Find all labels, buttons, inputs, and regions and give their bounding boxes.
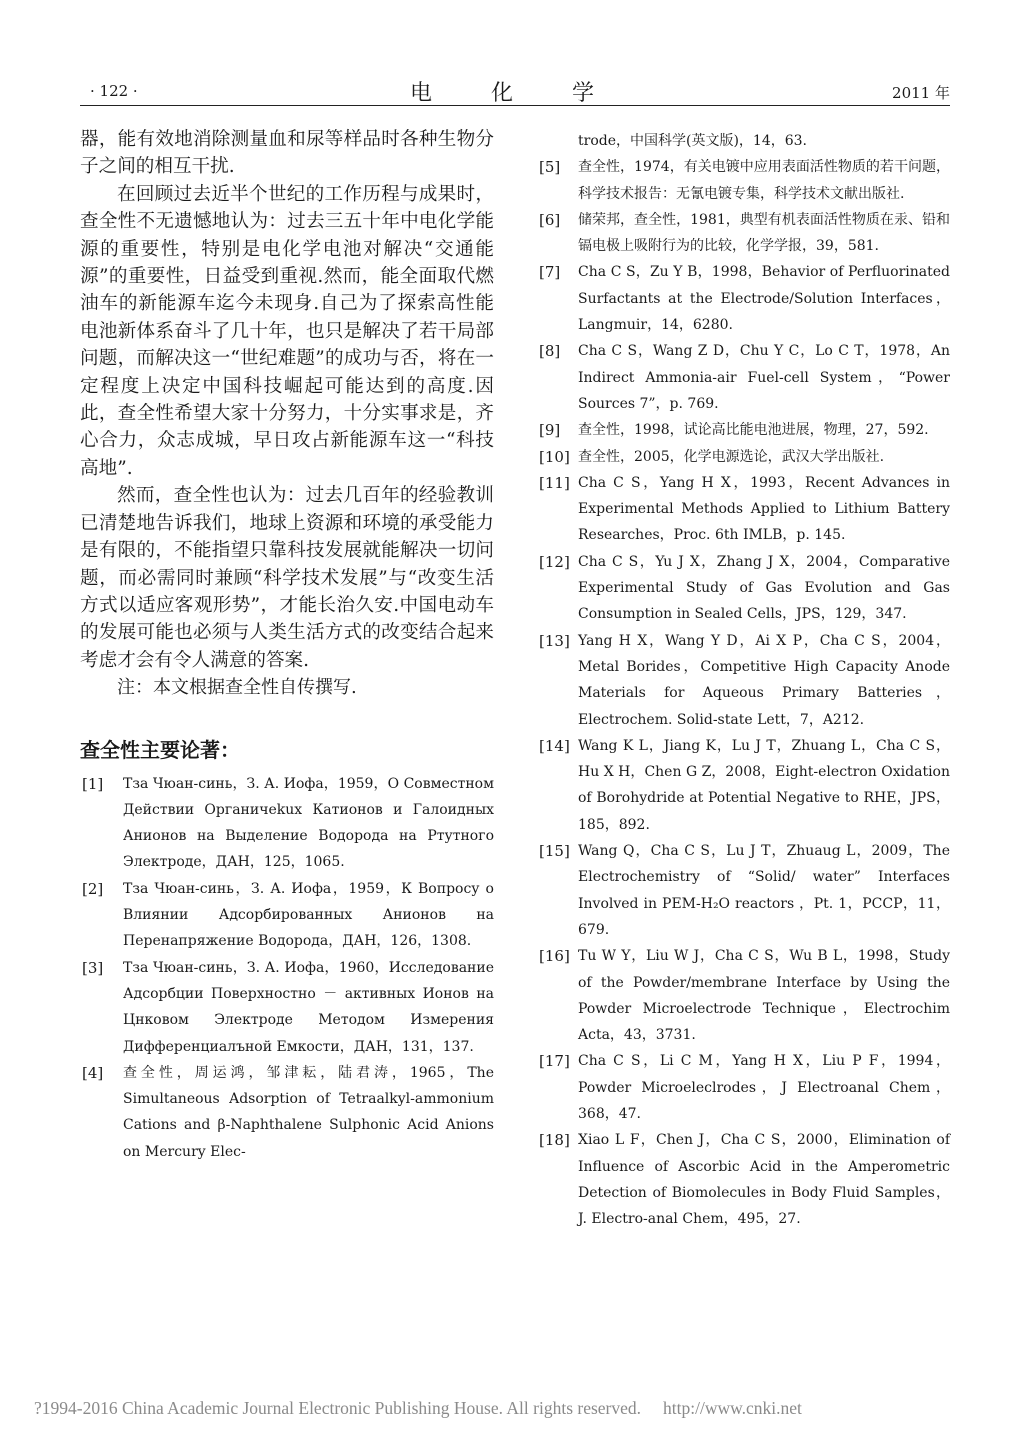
reference-list-right: [537, 154, 950, 1232]
body-text: [80, 126, 494, 702]
reference-item: [537, 417, 950, 443]
footer-link[interactable]: http://www.cnki.net: [663, 1398, 802, 1418]
reference-number: [9]: [539, 421, 561, 440]
reference-item: [80, 771, 494, 876]
reference-number: [2]: [82, 879, 104, 898]
reference-number: [6]: [539, 210, 561, 229]
reference-number: [12]: [539, 552, 570, 571]
reference-item: [537, 838, 950, 943]
reference-text: 查全性，周运鸿，邹津耘，陆君涛，1965，The Simultaneous Adsorption of Tetraalkyl-ammonium Cations and β-Naphthalene Sulphonic Acid Anions on Mercury Elec-: [123, 1064, 494, 1160]
page-footer: [34, 1398, 802, 1419]
reference-item: [537, 444, 950, 470]
reference-item: [80, 876, 494, 955]
reference-number: [4]: [82, 1063, 104, 1082]
left-column: [80, 126, 494, 1165]
reference-item: [537, 549, 950, 628]
copyright-notice: ?1994-2016 China Academic Journal Electronic Publishing House. All rights reserved.: [34, 1398, 642, 1418]
reference-number: [7]: [539, 263, 561, 282]
reference-number: [15]: [539, 842, 570, 861]
reference-item: [537, 628, 950, 733]
body-paragraph: 然而，查全性也认为：过去几百年的经验教训已清楚地告诉我们，地球上资源和环境的承受能力是有限的，不能指望只靠科技发展就能解决一切问题，而必需同时兼顾“科学技术发展”与“改变生活方式以适应客观形势”，才能长治久安.中国电动车的发展可能也必须与人类生活方式的改变结合起来考虑才会有令人满意的答案.: [80, 485, 494, 671]
reference-text: 查全性，1998，试论高比能电池进展，物理，27，592.: [578, 422, 929, 439]
reference-item: [80, 1060, 494, 1165]
reference-text: Cha C S，Yu J X，Zhang J X，2004，Comparative Experimental Study of Gas Evolution and Gas Consumption in Sealed Cells，JPS，129，347.: [578, 553, 950, 623]
reference-item: [537, 733, 950, 838]
reference-text: 储荣邦，查全性，1981，典型有机表面活性物质在汞、铅和镉电极上吸附行为的比较，化学学报，39，581.: [578, 211, 950, 255]
reference-item: [537, 207, 950, 260]
reference-item: [537, 943, 950, 1048]
reference-item: [537, 259, 950, 338]
reference-text: Yang H X，Wang Y D，Ai X P，Cha C S，2004，Metal Borides，Competitive High Capacity Anode Materials for Aqueous Primary Batteries，Electrochem. Solid-state Lett，7，A212.: [578, 632, 950, 728]
reference-text: Тза Чюан-синь，З. А. Иофа，1960，Исследование Адсорбции Поверхностно － активных Ионов на Цнковом Электроде Методом Измерения Дифференциалъной Емкости，ДАН，131，137.: [123, 959, 494, 1055]
reference-text: Тза Чюан-синь，З. А. Иофа，1959，О Совместном Действии Органичеkux Катионов и Галоидных Анионов на Выделение Водорода на Ртутного Электроде，ДАН，125，1065.: [123, 775, 494, 871]
reference-number: [13]: [539, 631, 570, 650]
header-rule: [80, 105, 950, 106]
reference-number: [17]: [539, 1052, 570, 1071]
reference-item: [537, 1127, 950, 1232]
reference-number: [18]: [539, 1131, 570, 1150]
reference-text: Wang K L，Jiang K，Lu J T，Zhuang L，Cha C S，Hu X H，Chen G Z，2008，Eight-electron Oxidation of Borohydride at Potential Negative to RHE，JPS，185，892.: [578, 737, 950, 833]
reference-text: Cha C S，Wang Z D，Chu Y C，Lo C T，1978，An Indirect Ammonia-air Fuel-cell System，“Power Sources 7”，p. 769.: [578, 343, 950, 412]
reference-number: [3]: [82, 958, 104, 977]
reference-number: [14]: [539, 736, 570, 755]
reference-text: Wang Q，Cha C S，Lu J T，Zhuaug L，2009，The Electrochemistry of “Solid/ water” Interfaces Involved in PEM-H₂O reactors ，Pt. 1，PCCP，11，679.: [578, 843, 950, 938]
author-note: 注：本文根据查全性自传撰写.: [117, 677, 357, 699]
reference-item: [537, 154, 950, 207]
reference-text: Xiao L F，Chen J，Cha C S，2000，Elimination of Influence of Ascorbic Acid in the Amperometric Detection of Biomolecules in Body Fluid Samples，J. Electro-anal Chem，495，27.: [578, 1132, 950, 1228]
reference-continuation: trode，中国科学(英文版)，14，63.: [578, 133, 807, 149]
reference-text: Тза Чюан-синь，З. А. Иофа，1959，К Вопросу о Влиянии Адсорбированных Анионов на Перенапряжение Водорода，ДАН，126，1308.: [123, 880, 494, 950]
reference-text: Tu W Y，Liu W J，Cha C S，Wu B L，1998，Study of the Powder/membrane Interface by Using the Powder Microelectrode Technique，Electrochim Acta，43，3731.: [578, 948, 950, 1044]
page-header: [80, 76, 950, 106]
issue-year: 2011 年: [892, 84, 950, 102]
reference-item: [537, 338, 950, 417]
reference-number: [10]: [539, 447, 570, 466]
reference-text: Cha C S，Yang H X，1993，Recent Advances in Experimental Methods Applied to Lithium Battery Researches，Proc. 6th IMLB，p. 145.: [578, 474, 950, 544]
reference-number: [11]: [539, 473, 570, 492]
page-number: · 122 ·: [90, 82, 138, 100]
reference-text: 查全性，1974，有关电镀中应用表面活性物质的若干问题，科学技术报告：无氰电镀专集，科学技术文献出版社.: [578, 159, 950, 202]
right-column: [537, 128, 950, 1232]
reference-item: [80, 955, 494, 1060]
reference-number: [8]: [539, 342, 561, 361]
body-paragraph: 在回顾过去近半个世纪的工作历程与成果时，查全性不无遗憾地认为：过去三五十年中电化学能源的重要性，特别是电化学电池对解决“交通能源”的重要性，日益受到重视.然而，能全面取代燃油车的新能源车迄今未现身.自己为了探索高性能电池新体系奋斗了几十年，也只是解决了若干局部问题，而解决这一“世纪难题”的成功与否，将在一定程度上决定中国科技崛起可能达到的高度.因此，查全性希望大家十分努力，十分实事求是，齐心合力，众志成城，早日攻占新能源车这一“科技高地”.: [80, 183, 494, 479]
reference-item: [537, 1048, 950, 1127]
reference-text: Cha C S，Zu Y B，1998，Behavior of Perfluorinated Surfactants at the Electrode/Solution Interfaces，Langmuir，14，6280.: [578, 264, 950, 334]
reference-number: [5]: [539, 158, 561, 177]
reference-number: [16]: [539, 947, 570, 966]
reference-number: [1]: [82, 774, 104, 793]
reference-text: 查全性，2005，化学电源选论，武汉大学出版社.: [578, 448, 885, 465]
reference-list-left: [80, 771, 494, 1165]
body-paragraph: 器，能有效地消除测量血和尿等样品时各种生物分子之间的相互干扰.: [80, 129, 494, 178]
journal-title: 电 化 学: [410, 81, 620, 106]
section-title: 查全性主要论著：: [80, 737, 240, 762]
reference-text: Cha C S，Li C M，Yang H X，Liu P F，1994，Powder Microeleclrodes，J Electroanal Chem，368，47.: [578, 1053, 950, 1122]
reference-item: [537, 470, 950, 549]
